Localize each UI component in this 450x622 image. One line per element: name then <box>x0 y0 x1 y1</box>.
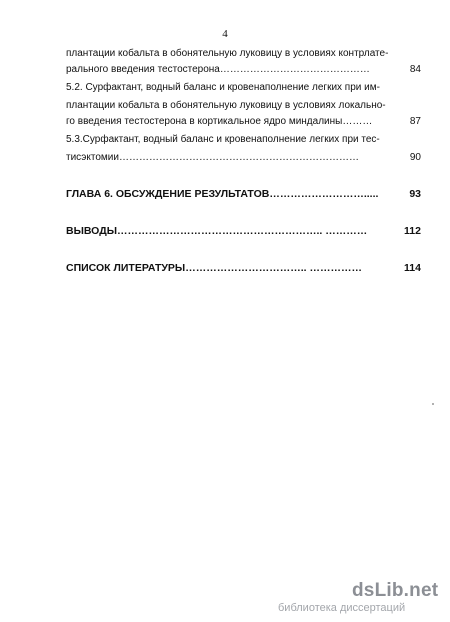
toc-entry-line: плантации кобальта в обонятельную луковицу в условиях контрлате- <box>66 48 389 59</box>
toc-page-number: 114 <box>404 262 421 274</box>
toc-chapter-discussion: ГЛАВА 6. ОБСУЖДЕНИЕ РЕЗУЛЬТАТОВ………………………..... 93 <box>66 188 421 200</box>
toc-page-number: 87 <box>409 116 421 127</box>
toc-page-number: 84 <box>409 64 421 75</box>
toc-entry-line: го введения тестостерона в кортикальное ядро миндалины……… 87 <box>66 116 421 127</box>
toc-entry-line: плантации кобальта в обонятельную луковицу в условиях локально- <box>66 100 386 111</box>
watermark-logo: dsLib.net <box>352 580 439 601</box>
toc-entry-line: 5.3.Сурфактант, водный баланс и кровенаполнение легких при тес- <box>66 134 380 145</box>
toc-entry-line: тисэктомии……………………………………………………………… 90 <box>66 152 421 163</box>
toc-page-number: 93 <box>409 188 421 200</box>
toc-chapter-conclusions: ВЫВОДЫ………………………………………………….. ………… 112 <box>66 225 421 237</box>
page-number: 4 <box>222 28 228 40</box>
toc-page-number: 112 <box>404 225 421 237</box>
watermark-subtitle: библиотека диссертаций <box>278 602 406 614</box>
scan-speck <box>432 403 434 405</box>
toc-entry-line: 5.2. Сурфактант, водный баланс и кровенаполнение легких при им- <box>66 82 380 93</box>
toc-chapter-references: СПИСОК ЛИТЕРАТУРЫ…………………………….. …………… 114 <box>66 262 421 274</box>
toc-entry-line: рального введения тестостерона……………………………………… 84 <box>66 64 421 75</box>
toc-page-number: 90 <box>409 152 421 163</box>
